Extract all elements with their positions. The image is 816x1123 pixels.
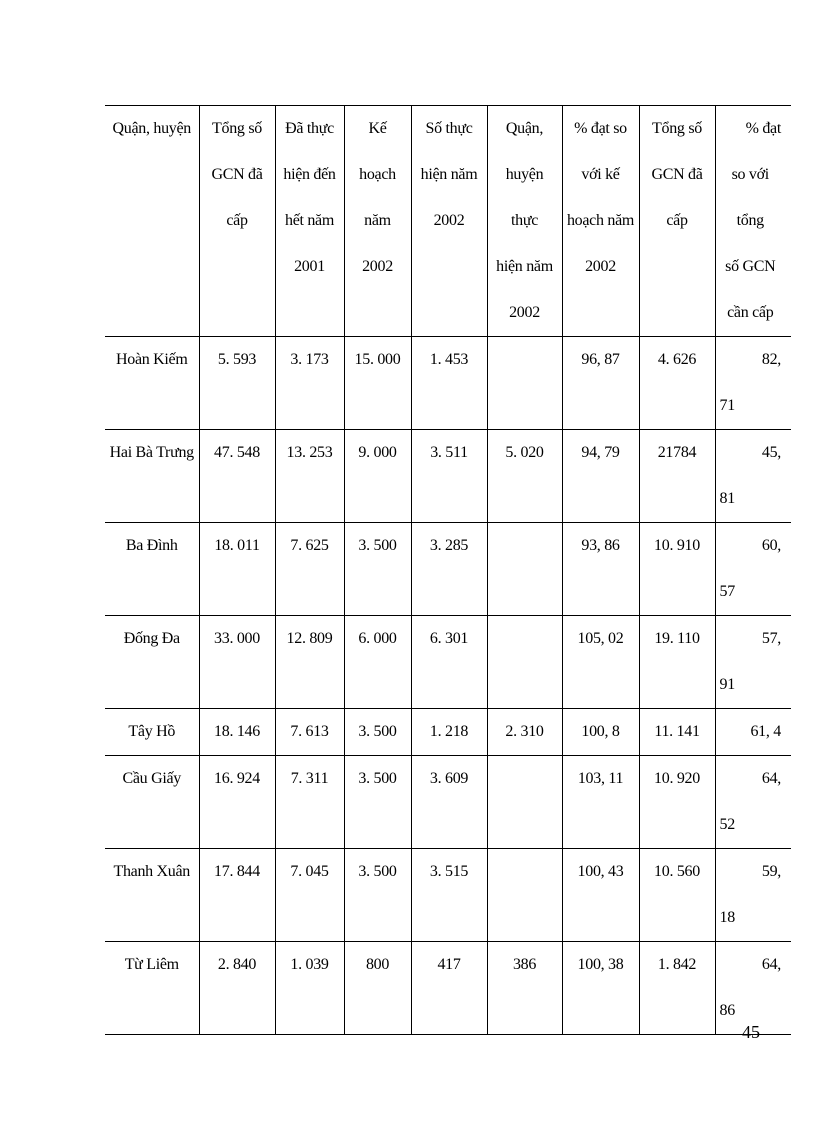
gcn-statistics-table [105, 105, 791, 1035]
cell-plan-2002: 3. 500 [344, 756, 411, 849]
cell-district-actual-2002 [487, 756, 562, 849]
cell-actual-2002: 1. 453 [411, 337, 487, 430]
cell-total-gcn-issued: 10. 560 [639, 849, 715, 942]
cell-pct-plan: 100, 38 [562, 942, 639, 1035]
cell-actual-2002: 3. 515 [411, 849, 487, 942]
column-header-line: % đạt so [574, 120, 627, 137]
cell-total-gcn: 47. 548 [199, 430, 275, 523]
column-header-3 [275, 106, 344, 337]
column-header-line: Số thực [425, 120, 473, 137]
table-row [105, 337, 791, 430]
table-row [105, 709, 791, 756]
column-header-4 [344, 106, 411, 337]
table-row [105, 430, 791, 523]
cell-done-2001: 7. 311 [275, 756, 344, 849]
cell-pct-plan: 103, 11 [562, 756, 639, 849]
cell-total-gcn: 18. 146 [199, 709, 275, 756]
column-header-line: Quận, [505, 120, 544, 137]
cell-done-2001: 13. 253 [275, 430, 344, 523]
cell-pct-plan: 100, 43 [562, 849, 639, 942]
cell-plan-2002: 3. 500 [344, 523, 411, 616]
cell-pct-total-line-2: 91 [719, 676, 735, 693]
cell-pct-total-line-1: 64, [761, 770, 781, 787]
column-header-line: Tổng số [212, 120, 262, 137]
cell-pct-total [715, 709, 791, 756]
cell-done-2001: 7. 625 [275, 523, 344, 616]
cell-plan-2002: 15. 000 [344, 337, 411, 430]
cell-plan-2002: 800 [344, 942, 411, 1035]
table-header [105, 106, 791, 337]
cell-pct-total-line-1: 59, [761, 863, 781, 880]
cell-pct-total [715, 616, 791, 709]
cell-pct-total [715, 337, 791, 430]
cell-pct-total-line-1: 82, [761, 351, 781, 368]
cell-district: Đống Đa [105, 616, 199, 709]
cell-total-gcn: 33. 000 [199, 616, 275, 709]
statistics-table-container [105, 105, 791, 1035]
column-header-line: hết năm [285, 212, 334, 229]
cell-pct-total [715, 849, 791, 942]
cell-total-gcn-issued: 10. 920 [639, 756, 715, 849]
cell-total-gcn: 5. 593 [199, 337, 275, 430]
cell-pct-total [715, 756, 791, 849]
cell-district-actual-2002: 5. 020 [487, 430, 562, 523]
column-header-5 [411, 106, 487, 337]
table-body [105, 337, 791, 1035]
column-header-line: hoạch năm [566, 212, 635, 229]
cell-district: Hai Bà Trưng [105, 430, 199, 523]
cell-district-actual-2002: 2. 310 [487, 709, 562, 756]
table-row [105, 523, 791, 616]
cell-plan-2002: 9. 000 [344, 430, 411, 523]
cell-district-actual-2002 [487, 616, 562, 709]
column-header-9 [715, 106, 791, 337]
column-header-line: huyện thực [505, 166, 544, 229]
cell-total-gcn-issued: 1. 842 [639, 942, 715, 1035]
column-header-line: cấp [666, 212, 688, 229]
cell-pct-total-line-2: 18 [719, 909, 735, 926]
cell-total-gcn: 2. 840 [199, 942, 275, 1035]
cell-pct-total-line-2: 71 [719, 397, 735, 414]
column-header-7 [562, 106, 639, 337]
cell-total-gcn: 17. 844 [199, 849, 275, 942]
column-header-line: Tổng số [652, 120, 702, 137]
column-header-2 [199, 106, 275, 337]
cell-total-gcn-issued: 4. 626 [639, 337, 715, 430]
cell-actual-2002: 3. 511 [411, 430, 487, 523]
cell-district-actual-2002 [487, 523, 562, 616]
column-header-line: Đã thực [285, 120, 334, 137]
cell-district-actual-2002 [487, 849, 562, 942]
column-header-6 [487, 106, 562, 337]
cell-plan-2002: 3. 500 [344, 849, 411, 942]
column-header-line: hiện đến [283, 166, 336, 183]
cell-district: Ba Đình [105, 523, 199, 616]
cell-actual-2002: 417 [411, 942, 487, 1035]
cell-actual-2002: 6. 301 [411, 616, 487, 709]
cell-pct-total [715, 523, 791, 616]
cell-pct-plan: 96, 87 [562, 337, 639, 430]
cell-done-2001: 1. 039 [275, 942, 344, 1035]
cell-pct-total-line-1: 57, [761, 630, 781, 647]
column-header-line: cấp [226, 212, 248, 229]
column-header-line: Quận, huyện [112, 120, 191, 137]
cell-pct-plan: 100, 8 [562, 709, 639, 756]
cell-total-gcn-issued: 11. 141 [639, 709, 715, 756]
column-header-line: 2001 [294, 258, 325, 275]
cell-district: Hoàn Kiếm [105, 337, 199, 430]
cell-pct-plan: 93, 86 [562, 523, 639, 616]
cell-done-2001: 12. 809 [275, 616, 344, 709]
cell-done-2001: 3. 173 [275, 337, 344, 430]
table-row [105, 849, 791, 942]
column-header-line: 2002 [585, 258, 616, 275]
cell-district: Tây Hồ [105, 709, 199, 756]
header-row [105, 106, 791, 337]
cell-pct-total-line-2: 86 [719, 1002, 735, 1019]
cell-pct-total-line-2: 57 [719, 583, 735, 600]
column-header-line: Kế hoạch [359, 120, 396, 183]
cell-actual-2002: 3. 609 [411, 756, 487, 849]
cell-plan-2002: 6. 000 [344, 616, 411, 709]
cell-total-gcn: 18. 011 [199, 523, 275, 616]
column-header-line: 2002 [433, 212, 465, 229]
cell-pct-total-line-1: 61, 4 [750, 723, 781, 740]
column-header-line: với kế [581, 166, 620, 183]
cell-pct-total [715, 430, 791, 523]
column-header-line: số GCN [725, 258, 776, 275]
cell-done-2001: 7. 045 [275, 849, 344, 942]
column-header-line: GCN đã [651, 166, 703, 183]
cell-pct-total-line-1: 45, [761, 444, 781, 461]
column-header-line: năm 2002 [362, 212, 393, 275]
cell-total-gcn-issued: 19. 110 [639, 616, 715, 709]
page-number: 45 [742, 1022, 760, 1042]
column-header-line: GCN đã [211, 166, 263, 183]
cell-pct-plan: 105, 02 [562, 616, 639, 709]
cell-pct-plan: 94, 79 [562, 430, 639, 523]
cell-done-2001: 7. 613 [275, 709, 344, 756]
cell-actual-2002: 3. 285 [411, 523, 487, 616]
cell-actual-2002: 1. 218 [411, 709, 487, 756]
cell-pct-total-line-1: 60, [761, 537, 781, 554]
cell-total-gcn-issued: 21784 [639, 430, 715, 523]
column-header-line: 2002 [509, 304, 540, 321]
table-row [105, 616, 791, 709]
cell-pct-total-line-2: 52 [719, 816, 735, 833]
column-header-line: % đạt [745, 120, 781, 137]
cell-total-gcn-issued: 10. 910 [639, 523, 715, 616]
cell-pct-total-line-2: 81 [719, 490, 735, 507]
column-header-1 [105, 106, 199, 337]
cell-district-actual-2002 [487, 337, 562, 430]
column-header-8 [639, 106, 715, 337]
column-header-line: hiện năm [496, 258, 553, 275]
column-header-line: so với tổng [731, 166, 769, 229]
cell-plan-2002: 3. 500 [344, 709, 411, 756]
cell-total-gcn: 16. 924 [199, 756, 275, 849]
column-header-line: hiện năm [420, 166, 478, 183]
cell-pct-total-line-1: 64, [761, 956, 781, 973]
table-row [105, 756, 791, 849]
cell-district: Từ Liêm [105, 942, 199, 1035]
cell-pct-total [715, 942, 791, 1035]
cell-district: Cầu Giấy [105, 756, 199, 849]
cell-district-actual-2002: 386 [487, 942, 562, 1035]
cell-district: Thanh Xuân [105, 849, 199, 942]
table-row [105, 942, 791, 1035]
column-header-line: cần cấp [727, 304, 774, 321]
